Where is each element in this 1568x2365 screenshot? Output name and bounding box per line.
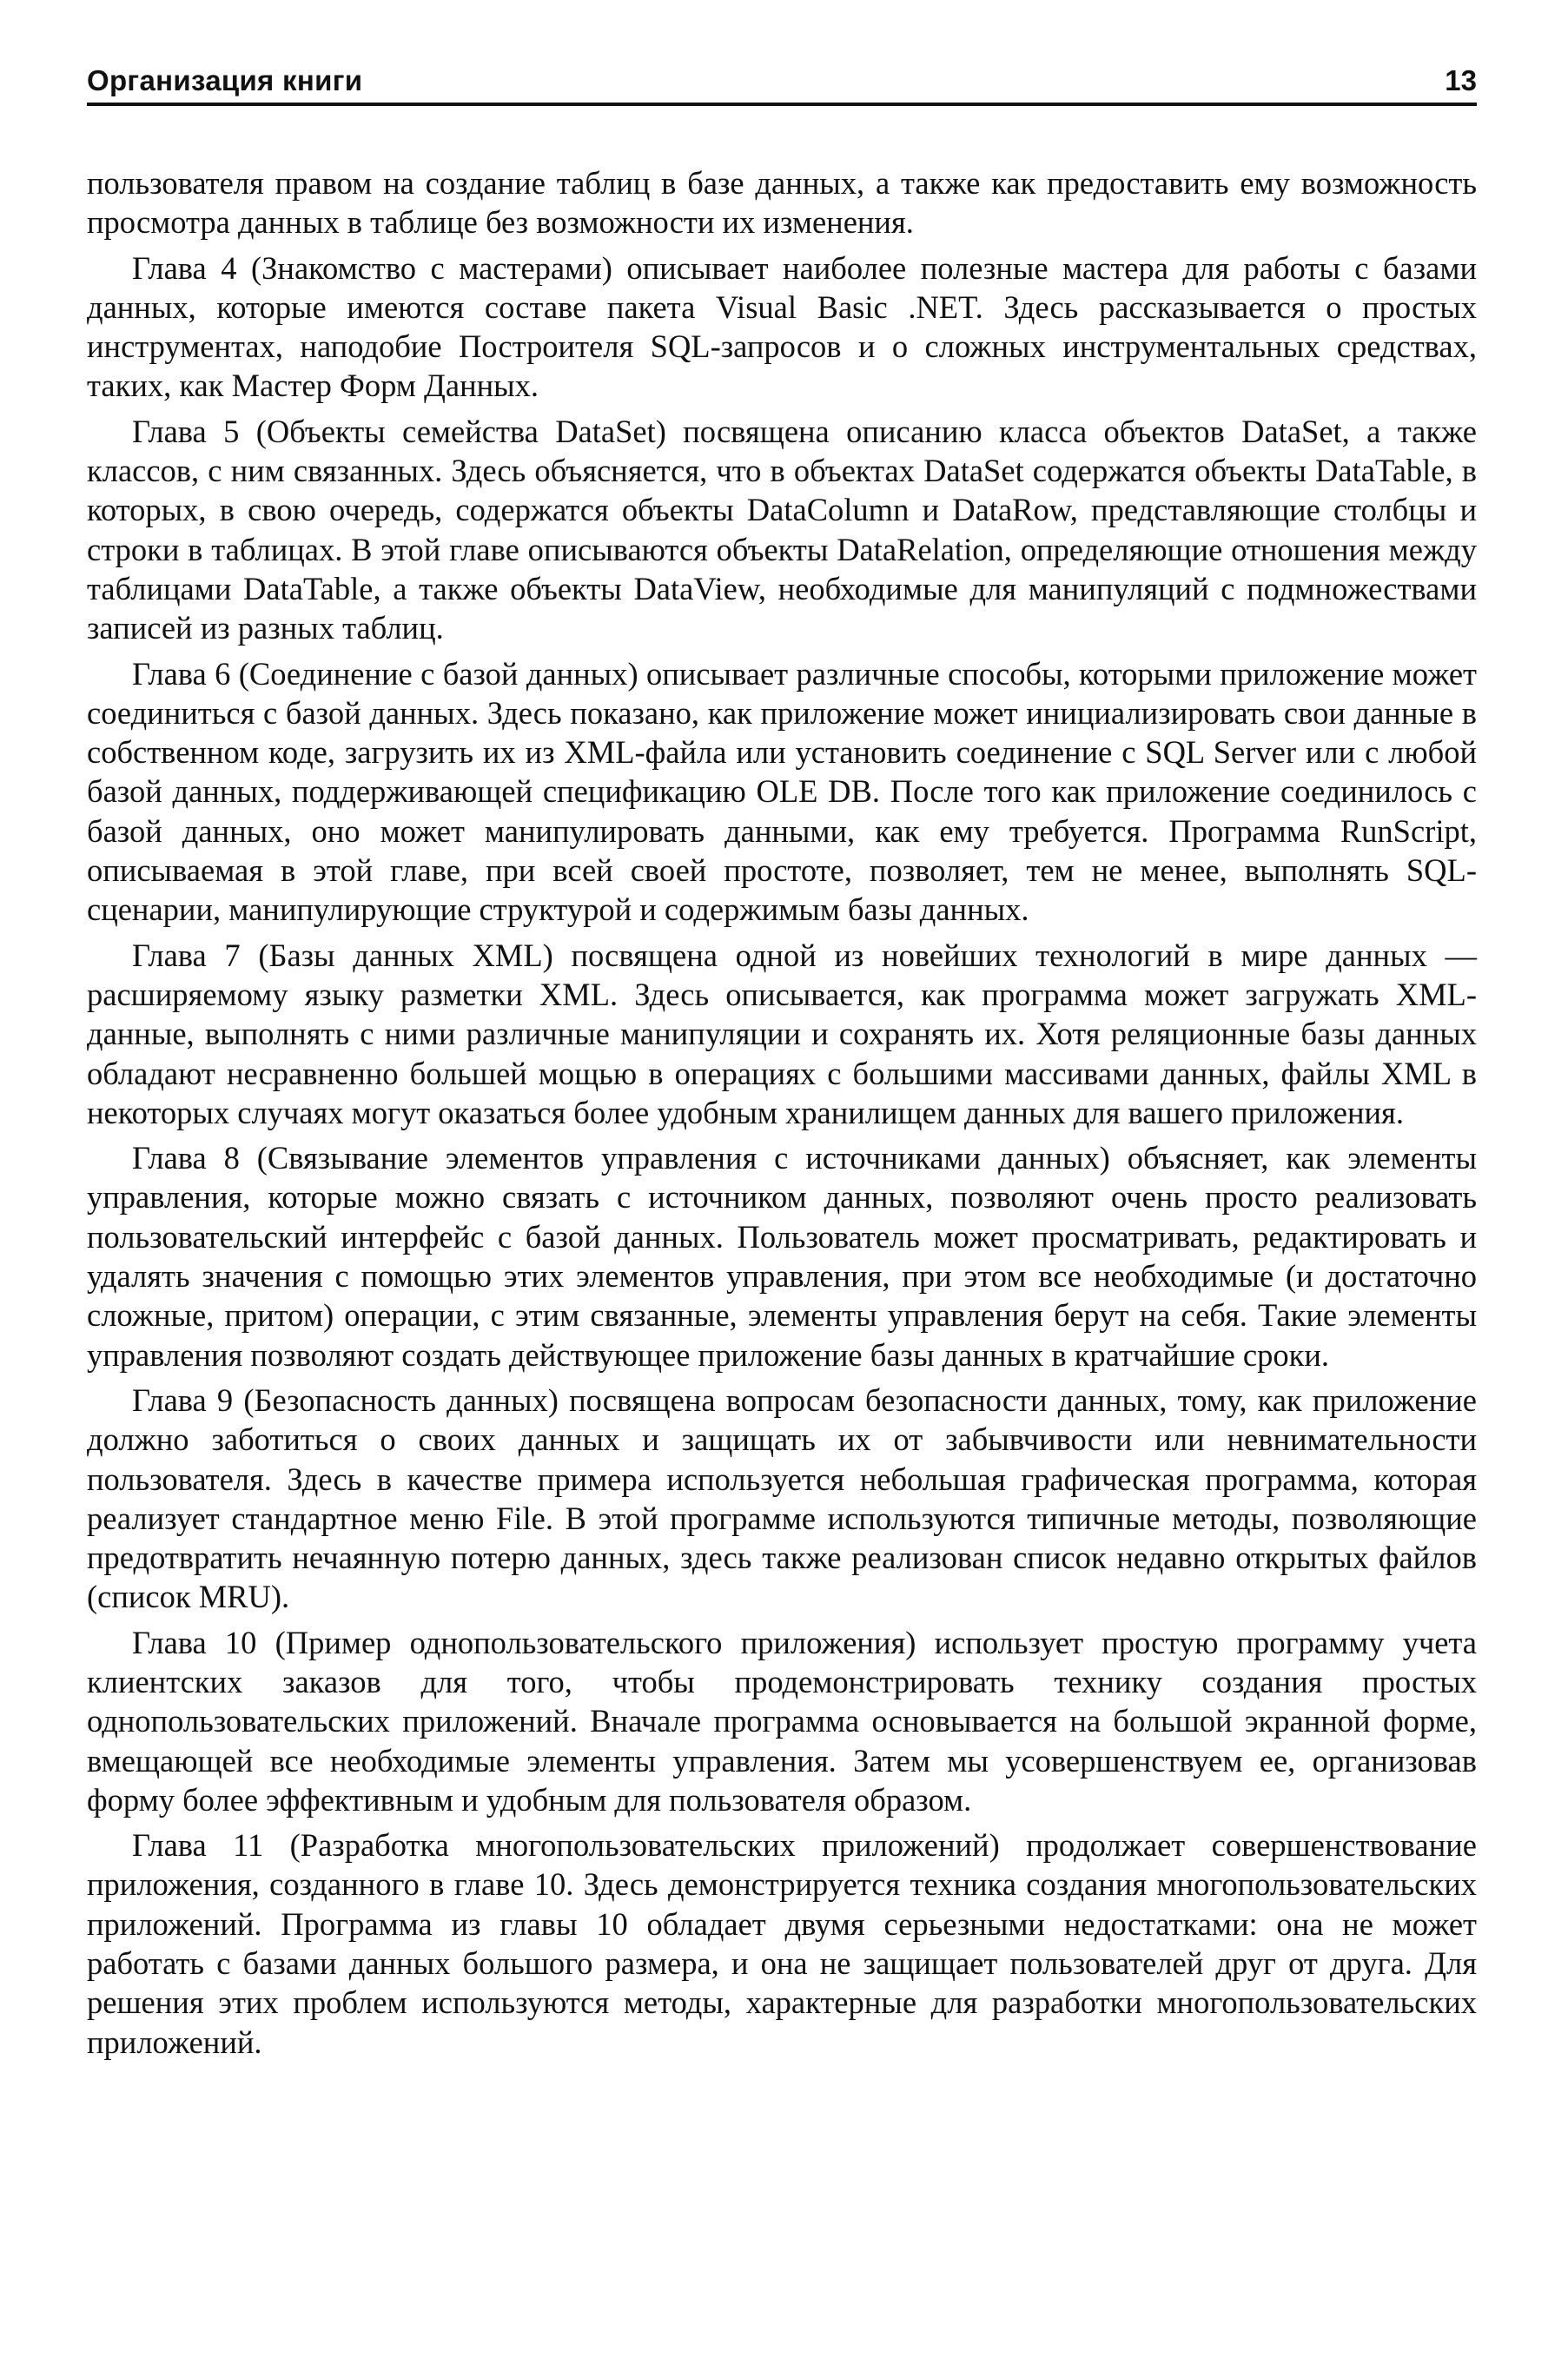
- paragraph-chapter-4: Глава 4 (Знакомство с мастерами) описывает наиболее полезные мастера для работы с базами данных, которые имеются составе пакета Visual Basic .NET. Здесь рассказывается о простых инструментах, наподобие Построителя SQL-запросов и о сложных инструментальных средствах, таких, как Мастер Форм Данных.: [87, 249, 1477, 404]
- paragraph-chapter-8: Глава 8 (Связывание элементов управления с источниками данных) объясняет, как элементы управления, которые можно связать с источником данных, позволяют очень просто реализовать пользовательский интерфейс с базой данных. Пользователь может просматривать, редактировать и удалять значения с помощью этих элементов управления, при этом все необходимые (и достаточно сложные, притом) операции, с этим связанные, элементы управления берут на себя. Такие элементы управления позволяют создать действующее приложение базы данных в кратчайшие сроки.: [87, 1140, 1477, 1373]
- paragraph-chapter-11: Глава 11 (Разработка многопользовательских приложений) продолжает совершенствование приложения, созданного в главе 10. Здесь демонстрируется техника создания многопользовательских приложений. Программа из главы 10 обладает двумя серьезными недостатками: она не может работать с базами данных большого размера, и она не защищает пользователей друг от друга. Для решения этих проблем используются методы, характерные для разработки многопользовательских приложений.: [87, 1827, 1477, 2060]
- paragraph-chapter-5: Глава 5 (Объекты семейства DataSet) посвящена описанию класса объектов DataSet, а также классов, с ним связанных. Здесь объясняется, что в объектах DataSet содержатся объекты DataTable, в которых, в свою очередь, содержатся объекты DataColumn и DataRow, представляющие столбцы и строки в таблицах. В этой главе описываются объекты DataRelation, определяющие отношения между таблицами DataTable, а также объекты DataView, необходимые для манипуляций с подмножествами записей из разных таблиц.: [87, 413, 1477, 646]
- paragraph-continuation: пользователя правом на создание таблиц в базе данных, а также как предоставить ему возможность просмотра данных в таблице без возможности их изменения.: [87, 165, 1477, 241]
- running-title: Организация книги: [87, 64, 363, 96]
- paragraph-chapter-6: Глава 6 (Соединение с базой данных) описывает различные способы, которыми приложение может соединиться с базой данных. Здесь показано, как приложение может инициализировать свои данные в собственном коде, загрузить их из XML-файла или установить соединение с SQL Server или с любой базой данных, поддерживающей спецификацию OLE DB. После того как приложение соединилось с базой данных, оно может манипулировать данными, как ему требуется. Программа RunScript, описываемая в этой главе, при всей своей простоте, позволяет, тем не менее, выполнять SQL-сценарии, манипулирующие структурой и содержимым базы данных.: [87, 655, 1477, 928]
- body-text: [87, 163, 1477, 2068]
- paragraph-chapter-7: Глава 7 (Базы данных XML) посвящена одной из новейших технологий в мире данных — расширяемому языку разметки XML. Здесь описывается, как программа может загружать XML-данные, выполнять с ними различные манипуляции и сохранять их. Хотя реляционные базы данных обладают несравненно большей мощью в операциях с большими массивами данных, файлы XML в некоторых случаях могут оказаться более удобным хранилищем данных для вашего приложения.: [87, 937, 1477, 1130]
- page-number: 13: [1445, 64, 1477, 96]
- paragraph-chapter-10: Глава 10 (Пример однопользовательского приложения) использует простую программу учета клиентских заказов для того, чтобы продемонстрировать технику создания простых однопользовательских приложений. Вначале программа основывается на большой экранной форме, вмещающей все необходимые элементы управления. Затем мы усовершенствуем ее, организовав форму более эффективным и удобным для пользователя образом.: [87, 1624, 1477, 1818]
- running-header: [87, 61, 1477, 106]
- paragraph-chapter-9: Глава 9 (Безопасность данных) посвящена вопросам безопасности данных, тому, как приложение должно заботиться о своих данных и защищать их от забывчивости или невнимательности пользователя. Здесь в качестве примера используется небольшая графическая программа, которая реализует стандартное меню File. В этой программе используются типичные методы, позволяющие предотвратить нечаянную потерю данных, здесь также реализован список недавно открытых файлов (список MRU).: [87, 1381, 1477, 1615]
- book-page: [87, 0, 1477, 2365]
